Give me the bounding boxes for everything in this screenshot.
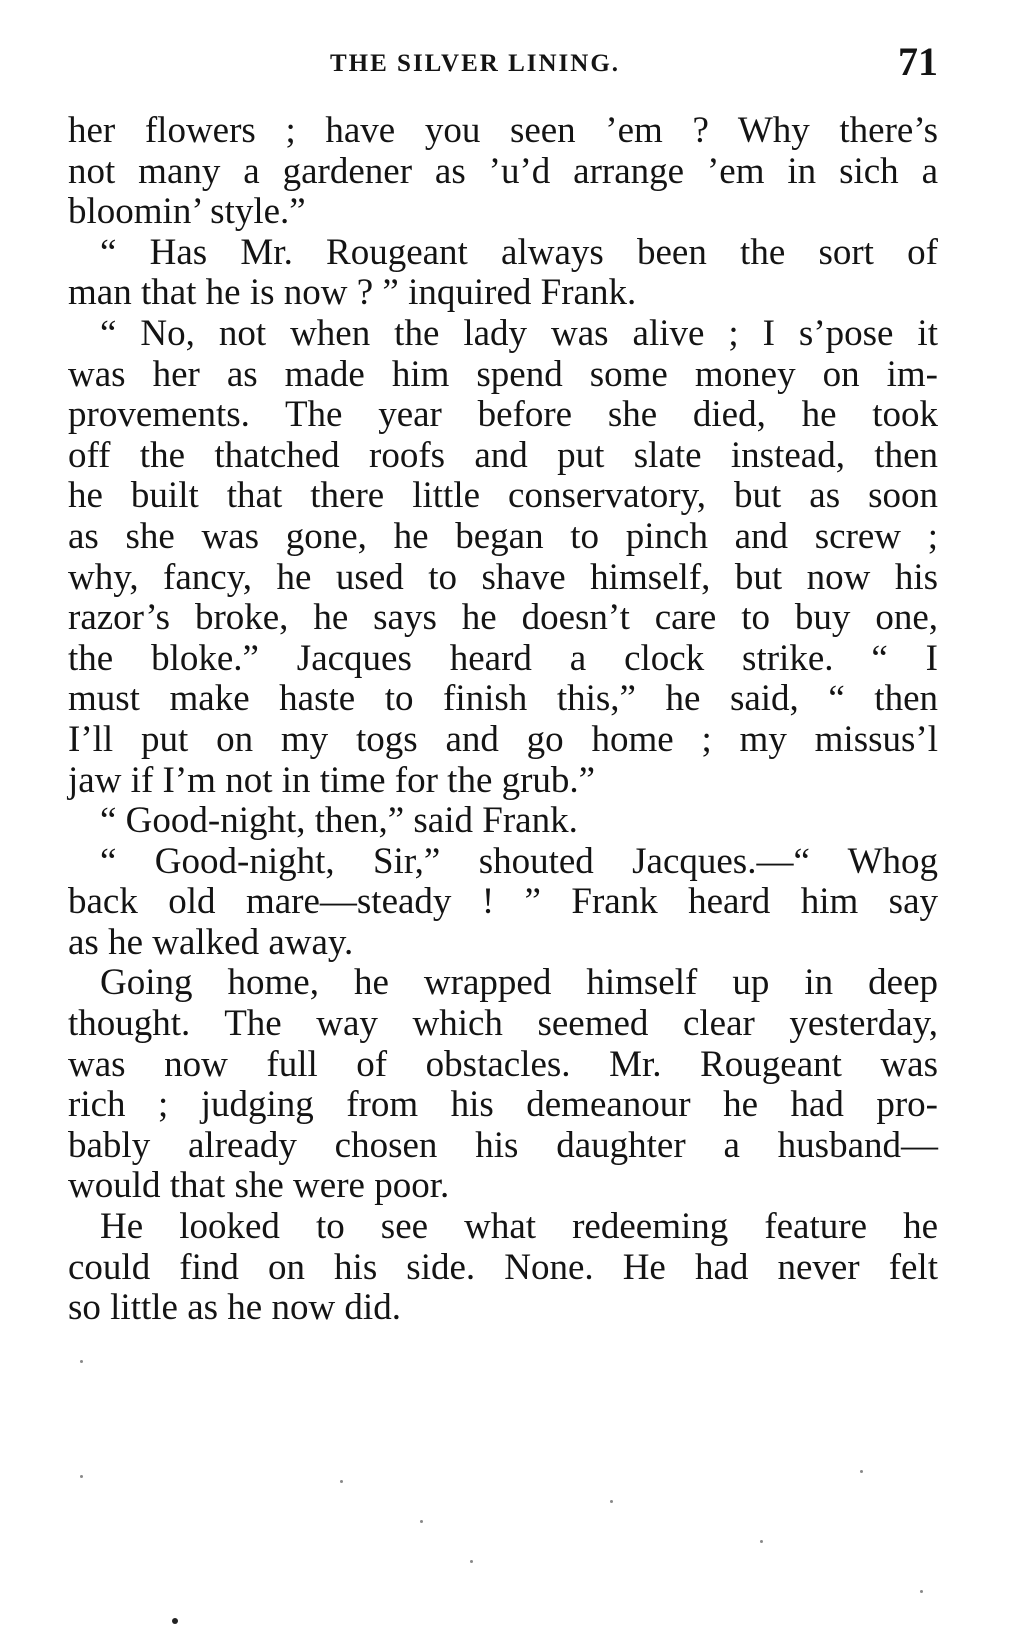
text-line: could find on his side. None. He had never felt [68,1246,938,1288]
text-line: the bloke.” Jacques heard a clock strike. “ I [68,637,938,679]
print-speck [610,1500,613,1503]
text-line: provements. The year before she died, he took [68,394,938,436]
print-speck [470,1560,473,1563]
print-speck [860,1470,863,1473]
text-line: rich ; judging from his demeanour he had pro- [68,1084,938,1126]
text-line: was her as made him spend some money on im- [68,353,938,395]
text-line: must make haste to finish this,” he said, “ then [68,678,938,720]
text-line: not many a gardener as ’u’d arrange ’em in sich a [68,150,938,192]
print-speck [80,1360,83,1363]
text-line: “ Good-night, Sir,” shouted Jacques.—“ Whog [100,840,938,882]
text-line: He looked to see what redeeming feature he [100,1206,938,1248]
print-speck [420,1520,423,1523]
page-number: 71 [898,39,938,84]
text-line: back old mare—steady ! ” Frank heard him say [68,881,938,923]
text-line: bably already chosen his daughter a husband— [68,1124,938,1166]
print-speck [920,1590,923,1593]
print-speck [172,1618,178,1624]
text-line: would that she were poor. [68,1165,450,1207]
print-speck [340,1480,343,1483]
page-body [68,111,938,1329]
text-line: as he walked away. [68,921,354,963]
text-line: was now full of obstacles. Mr. Rougeant was [68,1043,938,1085]
text-line: off the thatched roofs and put slate instead, then [68,434,938,476]
text-line: why, fancy, he used to shave himself, but now his [68,556,938,598]
text-line: bloomin’ style.” [68,191,306,233]
text-line: “ No, not when the lady was alive ; I s’pose it [100,312,938,354]
running-head [0,36,1018,84]
text-line: he built that there little conservatory, but as soon [68,475,938,517]
text-line: so little as he now did. [68,1287,401,1329]
text-line: as she was gone, he began to pinch and screw ; [68,515,938,557]
text-line: razor’s broke, he says he doesn’t care to buy one, [68,597,938,639]
text-line: man that he is now ? ” inquired Frank. [68,272,637,314]
text-line: Going home, he wrapped himself up in deep [100,962,938,1004]
text-line: her flowers ; have you seen ’em ? Why there’s [68,110,938,151]
print-speck [80,1475,83,1478]
print-speck [760,1540,763,1543]
running-title: THE SILVER LINING. [330,50,621,77]
text-line: “ Has Mr. Rougeant always been the sort of [100,231,938,273]
text-line: “ Good-night, then,” said Frank. [100,800,578,842]
text-line: I’ll put on my togs and go home ; my missus’l [68,718,938,760]
text-line: jaw if I’m not in time for the grub.” [68,759,596,801]
text-line: thought. The way which seemed clear yesterday, [68,1003,938,1045]
